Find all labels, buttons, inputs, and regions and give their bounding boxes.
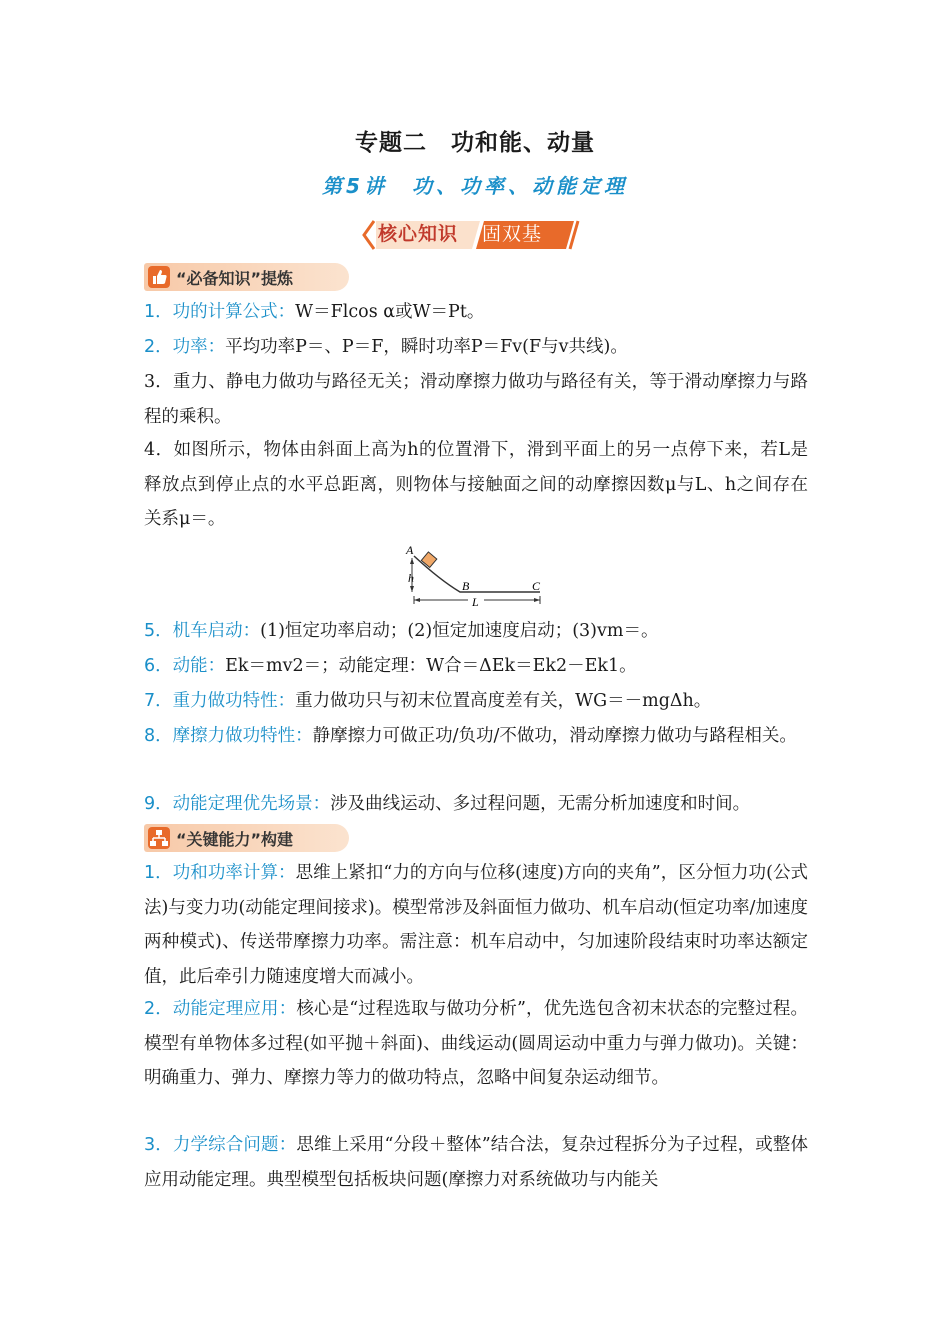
ability-item-2: 2．动能定理应用：核心是“过程选取与做功分析”，优先选包含初末状态的完整过程。模型有单物体多过程(如平抛＋斜面)、曲线运动(圆周运动中重力与弹力做功)。关键：明确重力、弹力、摩擦力等力的做功特点，忽略中间复杂运动细节。 xyxy=(144,999,808,1088)
ability-item-3: 3．力学综合问题：思维上采用“分段＋整体”结合法，复杂过程拆分为子过程，或整体应用动能定理。典型模型包括板块问题(摩擦力对系统做功与内能关 xyxy=(144,1135,808,1190)
knowledge-item-4: 4．如图所示，物体由斜面上高为h的位置滑下，滑到平面上的另一点停下来，若L是释放点到停止点的水平总距离，则物体与接触面之间的动摩擦因数μ与L、h之间存在关系μ＝。 xyxy=(144,440,808,529)
thumbs-up-icon xyxy=(148,266,170,288)
knowledge-item-3: 3．重力、静电力做功与路径无关；滑动摩擦力做功与路径有关，等于滑动摩擦力与路程的乘积。 xyxy=(144,372,808,427)
banner-right-text: 固双基 xyxy=(482,223,543,245)
banner-left-text: 核心知识 xyxy=(378,223,459,245)
point-c-label: C xyxy=(532,579,541,593)
height-label: h xyxy=(408,571,414,585)
ability-item-1: 1．功和功率计算：思维上紧扣“力的方向与位移(速度)方向的夹角”，区分恒力功(公式法)与变力功(动能定理间接求)。模型常涉及斜面恒力做功、机车启动(恒定功率/加速度两种模式)、传送带摩擦力功率。需注意：机车启动中，匀加速阶段结束时功率达额定值，此后牵引力随速度增大而减小。 xyxy=(144,863,809,987)
knowledge-item-9: 9．动能定理优先场景：涉及曲线运动、多过程问题，无需分析加速度和时间。 xyxy=(144,794,751,814)
core-knowledge-banner xyxy=(360,215,590,255)
knowledge-item-2: 2．功率：平均功率P＝、P＝F，瞬时功率P＝Fv(F与v共线)。 xyxy=(144,337,628,357)
point-b-label: B xyxy=(462,579,470,593)
knowledge-item-5: 5．机车启动：(1)恒定功率启动；(2)恒定加速度启动；(3)vm＝。 xyxy=(144,621,659,641)
knowledge-item-8: 8．摩擦力做功特性：静摩擦力可做正功/负功/不做功，滑动摩擦力做功与路程相关。 xyxy=(144,726,797,746)
hierarchy-icon xyxy=(148,827,170,849)
lecture-subtitle: 第5讲 功、功率、动能定理 xyxy=(322,174,628,198)
knowledge-item-6: 6．动能：Ek＝mv2＝；动能定理：W合＝ΔEk＝Ek2－Ek1。 xyxy=(144,656,637,676)
knowledge-item-7: 7．重力做功特性：重力做功只与初末位置高度差有关，WG＝－mgΔh。 xyxy=(144,691,712,711)
section-header-ability xyxy=(144,824,349,852)
section-title: “关键能力”构建 xyxy=(176,830,294,849)
section-title: “必备知识”提炼 xyxy=(176,269,294,288)
length-label: L xyxy=(472,595,479,609)
page-title: 专题二 功和能、动量 xyxy=(355,130,595,156)
incline-diagram xyxy=(400,540,550,612)
section-header-essential xyxy=(144,263,349,291)
point-a-label: A xyxy=(406,543,414,557)
knowledge-item-1: 1．功的计算公式：W＝Flcos α或W＝Pt。 xyxy=(144,302,485,322)
